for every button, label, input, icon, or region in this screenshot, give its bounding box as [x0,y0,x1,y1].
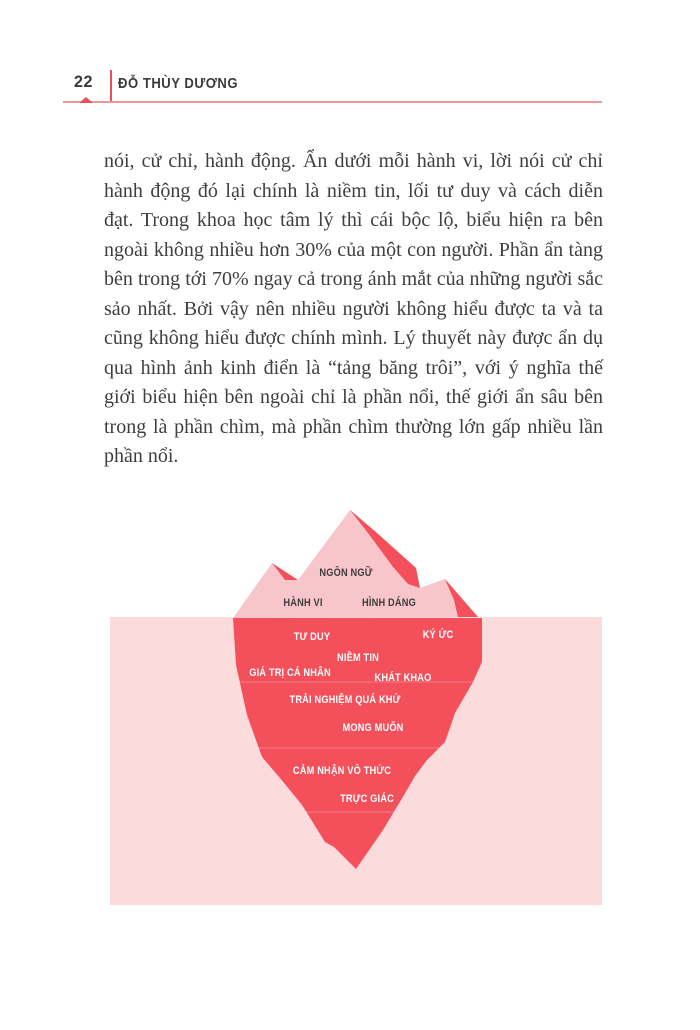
label-niem-tin: NIỀM TIN [337,652,379,664]
label-khat-khao: KHÁT KHAO [374,672,432,684]
label-cam-nhan-vo-thuc: CẢM NHẬN VÔ THỨC [292,765,392,777]
label-tu-duy: TƯ DUY [293,631,331,643]
label-hanh-vi: HÀNH VI [283,597,323,609]
header-triangle-marker [79,97,93,103]
label-truc-giac: TRỰC GIÁC [340,793,394,805]
body-paragraph: nói, cử chỉ, hành động. Ẩn dưới mỗi hành vi, lời nói cử chỉ hành động đó lại chính là niềm tin, lối tư duy và cách diễn đạt. Trong khoa học tâm lý thì cái bộc lộ, biểu hiện ra bên ngoài không nhiều hơn 30% của một con người. Phần ẩn tàng bên trong tới 70% ngay cả trong ánh mắt của những người sắc sảo nhất. Bởi vậy nên nhiều người không hiểu được ta và ta cũng không hiểu được chính mình. Lý thuyết này được ẩn dụ qua hình ảnh kinh điển là “tảng băng trôi”, với ý nghĩa thế giới biểu hiện bên ngoài chỉ là phần nổi, thế giới ẩn sâu bên trong là phần chìm, mà phần chìm thường lớn gấp nhiều lần phần nổi. [104,150,603,467]
label-trai-nghiem-qua-khu: TRẢI NGHIỆM QUÁ KHỨ [289,694,401,706]
author-running-head: ĐỖ THÙY DƯƠNG [118,76,239,92]
iceberg-above-water [233,510,478,618]
page-number: 22 [74,72,93,91]
label-hinh-dang: HÌNH DÁNG [362,597,416,609]
label-gia-tri-ca-nhan: GIÁ TRỊ CÁ NHÂN [249,667,331,679]
label-ky-uc: KÝ ỨC [422,629,454,641]
header-rule-line [63,101,602,103]
label-ngon-ngu: NGÔN NGỮ [319,567,373,579]
label-mong-muon: MONG MUỐN [342,722,404,734]
header-vertical-divider [110,70,112,102]
